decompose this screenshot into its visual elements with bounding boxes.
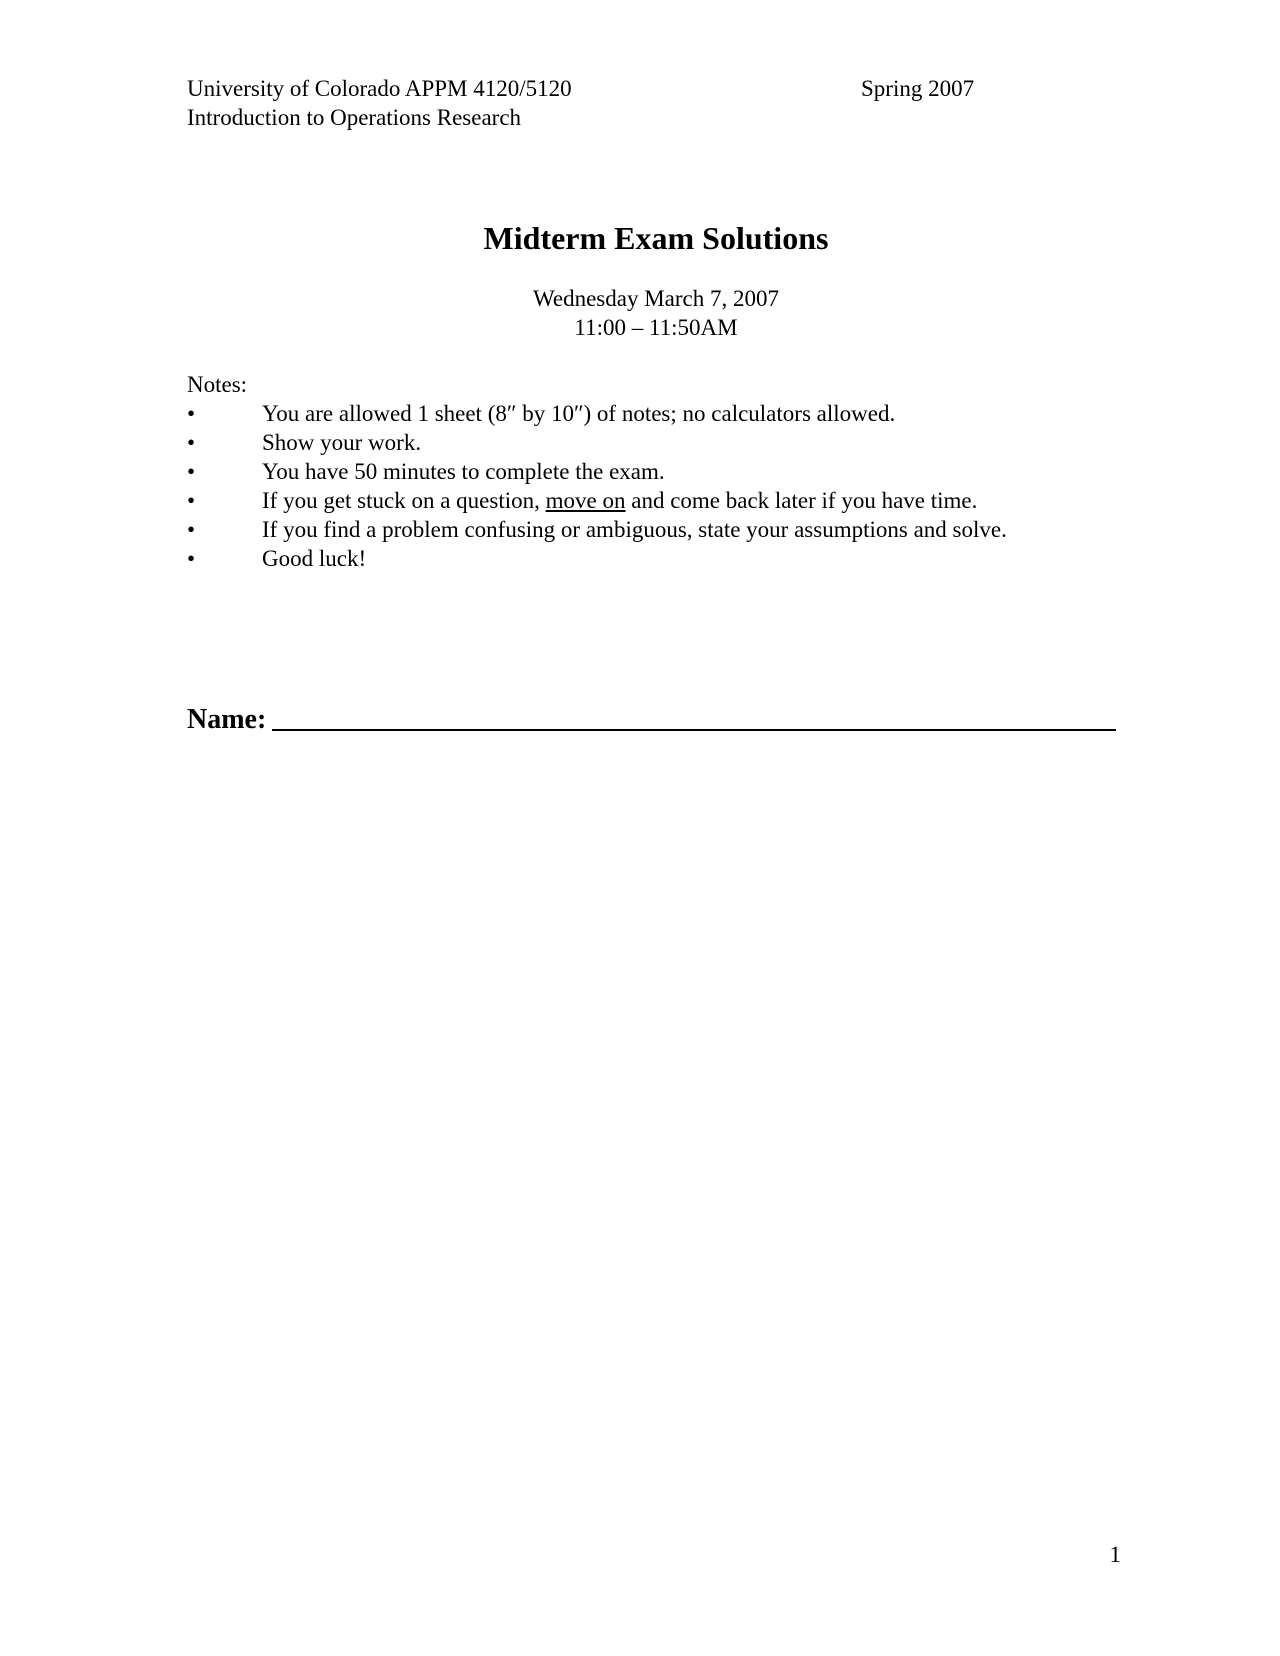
- notes-section: [187, 370, 1007, 573]
- note-text-end: and come back later if you have time.: [625, 488, 978, 513]
- course-title-line: University of Colorado APPM 4120/5120: [187, 76, 572, 101]
- note-item: [187, 486, 1007, 515]
- note-item: [187, 544, 1007, 573]
- bullet-icon: •: [187, 430, 196, 455]
- note-item: [187, 428, 1007, 457]
- bullet-icon: •: [187, 546, 196, 571]
- name-field: [187, 703, 1116, 737]
- bullet-icon: •: [187, 488, 196, 513]
- name-blank-line: [272, 729, 1116, 731]
- course-subtitle-line: Introduction to Operations Research: [187, 105, 522, 130]
- name-label: Name:: [187, 704, 267, 735]
- note-text: Show your work.: [262, 430, 422, 455]
- bullet-icon: •: [187, 517, 196, 542]
- note-item: [187, 457, 1007, 486]
- page-number: 1: [1109, 1542, 1121, 1567]
- notes-list: [187, 399, 1007, 573]
- bullet-icon: •: [187, 459, 196, 484]
- note-emphasis: move on: [545, 488, 626, 513]
- course-header: [187, 74, 572, 132]
- note-item: [187, 399, 1007, 428]
- note-item: [187, 515, 1007, 544]
- exam-time: 11:00 – 11:50AM: [574, 315, 738, 340]
- note-text: You have 50 minutes to complete the exam.: [262, 459, 665, 484]
- exam-date-block: [0, 284, 1280, 342]
- semester-label: Spring 2007: [861, 76, 975, 101]
- note-text: You are allowed 1 sheet (8″ by 10″) of notes; no calculators allowed.: [262, 401, 896, 426]
- notes-heading: Notes:: [187, 372, 248, 397]
- note-text: Good luck!: [262, 546, 367, 571]
- bullet-icon: •: [187, 401, 196, 426]
- document-title: Midterm Exam Solutions: [483, 220, 829, 256]
- note-text-start: If you get stuck on a question,: [262, 488, 546, 513]
- exam-date: Wednesday March 7, 2007: [533, 286, 779, 311]
- note-text: If you find a problem confusing or ambiguous, state your assumptions and solve.: [262, 517, 1007, 542]
